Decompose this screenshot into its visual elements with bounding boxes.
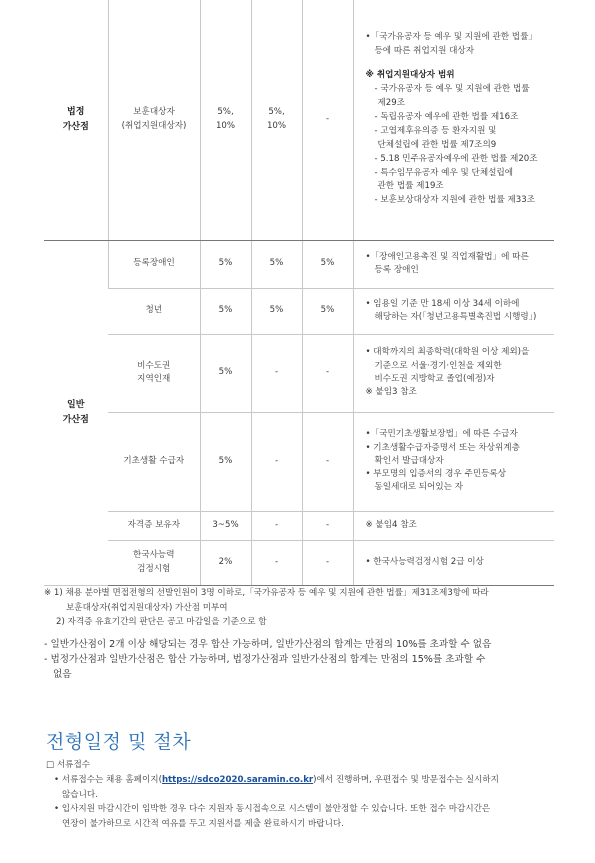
group-label-general: 일반 가산점: [44, 240, 108, 585]
description-cell: ※ 붙임4 참조: [353, 511, 554, 540]
section-line: 연장이 불가하므로 시간적 여유를 두고 지원서를 제출 완료하시기 바랍니다.: [62, 819, 344, 830]
rule-line: - 법정가산점과 일반가산점은 합산 가능하며, 법정가산점과 일반가산점의 합계는 만점의 15%를 초과할 수: [44, 654, 486, 666]
value-cell: -: [302, 412, 353, 511]
section-heading: 전형일정 및 절차: [46, 731, 192, 753]
value-cell: -: [251, 511, 302, 540]
value-cell: 5%: [302, 240, 353, 288]
note-line: 2) 자격증 유효기간의 판단은 공고 마감일을 기준으로 함: [56, 617, 267, 628]
value-cell: 5%, 10%: [200, 0, 251, 240]
value-cell: 2%: [200, 540, 251, 585]
category-cell: 등록장애인: [108, 240, 200, 288]
rule-line: 없음: [53, 669, 72, 681]
value-cell: -: [302, 540, 353, 585]
value-cell: -: [251, 334, 302, 412]
value-cell: 5%: [200, 334, 251, 412]
category-cell: 자격증 보유자: [108, 511, 200, 540]
application-section: [46, 758, 566, 832]
value-cell: -: [251, 540, 302, 585]
value-cell: -: [302, 334, 353, 412]
section-line: 않습니다.: [62, 789, 98, 800]
section-line: • 서류접수는 채용 홈페이지(https://sdco2020.saramin.co.kr)에서 진행하며, 우편접수 및 방문접수는 실시하지: [54, 774, 499, 785]
description-cell: •「국민기초생활보장법」에 따른 수급자 • 기초생활수급자증명서 또는 차상위계층 확인서 발급대상자 • 부모명의 입증서의 경우 주민등록상 동일세대로 되어있는 자: [353, 412, 554, 511]
note-line: 보훈대상자(취업지원대상자) 가산점 미부여: [66, 602, 228, 613]
value-cell: -: [251, 412, 302, 511]
bonus-rules: [44, 637, 564, 682]
value-cell: 5%: [251, 288, 302, 334]
value-cell: 5%, 10%: [251, 0, 302, 240]
section-line: • 입사지원 마감시간이 임박한 경우 다수 지원자 동시접속으로 시스템이 불안정할 수 있습니다. 또한 접수 마감시간은: [54, 804, 491, 815]
description-cell: • 대학까지의 최종학력(대학원 이상 제외)을 기준으로 서울·경기·인천을 제외한 비수도권 지방학교 졸업(예정)자 ※ 붙임3 참조: [353, 334, 554, 412]
value-cell: 3~5%: [200, 511, 251, 540]
table-row: [44, 511, 554, 540]
description-cell: • 한국사능력검정시험 2급 이상: [353, 540, 554, 585]
homepage-link[interactable]: https://sdco2020.saramin.co.kr: [161, 774, 314, 785]
category-cell: 기초생활 수급자: [108, 412, 200, 511]
value-cell: 5%: [200, 288, 251, 334]
value-cell: -: [302, 511, 353, 540]
category-cell: 청년: [108, 288, 200, 334]
value-cell: 5%: [251, 240, 302, 288]
value-cell: 5%: [302, 288, 353, 334]
rule-line: - 일반가산점이 2개 이상 해당되는 경우 합산 가능하며, 일반가산점의 합계는 만점의 10%를 초과할 수 없음: [44, 639, 492, 650]
value-cell: 5%: [200, 240, 251, 288]
group-label-legal: 법정 가산점: [44, 0, 108, 240]
table-row: [44, 240, 554, 288]
table-notes: [44, 586, 564, 630]
bonus-points-table: [44, 0, 554, 586]
description-cell: •「장애인고용촉진 및 직업재활법」에 따른 등록 장애인: [353, 240, 554, 288]
table-row: [44, 288, 554, 334]
table-row: [44, 412, 554, 511]
category-cell: 한국사능력 검정시험: [108, 540, 200, 585]
note-line: ※ 1) 채용 분야별 면접전형의 선발인원이 3명 이하로,「국가유공자 등 예우 및 지원에 관한 법률」제31조제3항에 따라: [44, 588, 489, 598]
description-cell: •「국가유공자 등 예우 및 지원에 관한 법률」 등에 따른 취업지원 대상자 ※ 취업지원대상자 범위 - 국가유공자 등 예우 및 지원에 관한 법률 제29조 - 독립유공자 예우에 관한 법률 제16조 - 고엽제후유의증 등 환자지원 및 단체설립에 관한 법률 제7조의9 - 5.18 민주유공자예우에 관한 법률 제20조 - 특수임무유공자 예우 및 단체설립에 관한 법률 제19조 - 보훈보상대상자 지원에 관한 법률 제33조: [353, 0, 554, 240]
table-row: [44, 540, 554, 585]
value-cell: 5%: [200, 412, 251, 511]
category-cell: 비수도권 지역인재: [108, 334, 200, 412]
value-cell: -: [302, 0, 353, 240]
table-row: [44, 334, 554, 412]
sub-heading: □ 서류접수: [46, 760, 91, 770]
description-cell: • 임용일 기준 만 18세 이상 34세 이하에 해당하는 자(「청년고용특별촉진법 시행령」): [353, 288, 554, 334]
category-cell: 보훈대상자 (취업지원대상자): [108, 0, 200, 240]
table-row-legal-veterans: [44, 0, 554, 240]
